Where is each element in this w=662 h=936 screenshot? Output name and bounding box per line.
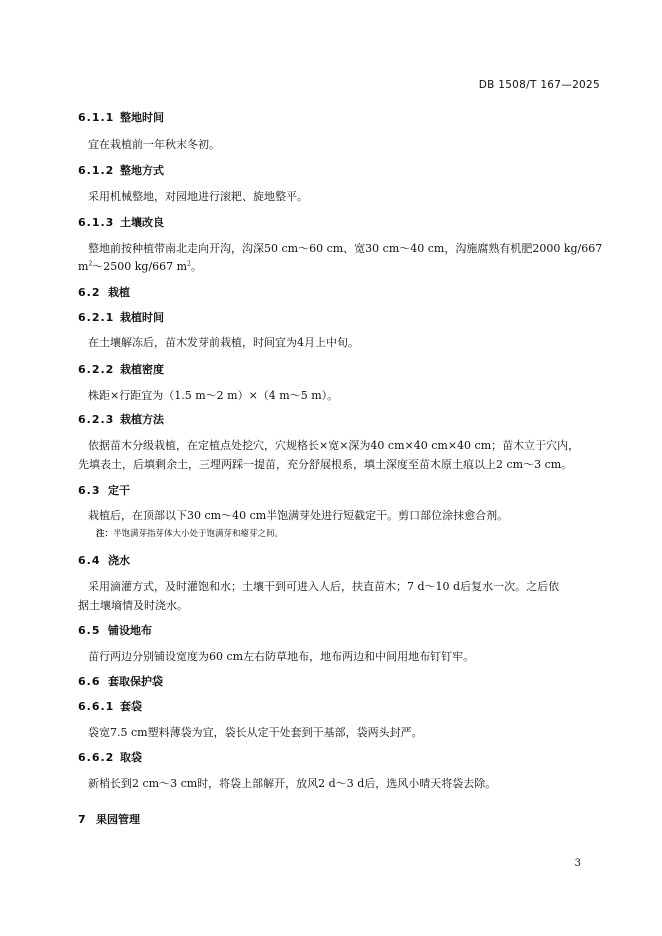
- paragraph-line: 据土壤墒情及时浇水。: [78, 599, 188, 612]
- heading-7: [78, 811, 140, 827]
- paragraph: 宜在栽植前一年秋末冬初。: [88, 138, 220, 151]
- section-number: 6.6.2: [78, 751, 115, 764]
- heading-6-2-3: [78, 411, 164, 427]
- section-title: 整地方式: [120, 164, 164, 177]
- section-title: 栽植密度: [120, 363, 164, 376]
- section-number: 6.4: [78, 554, 101, 567]
- superscript: 2: [187, 260, 191, 268]
- section-title: 套袋: [120, 700, 142, 713]
- paragraph: 采用机械整地，对园地进行滚耙、旋地整平。: [88, 190, 308, 203]
- note-text: 半饱满芽指芽体大小处于饱满芽和瘪芽之间。: [113, 529, 284, 539]
- paragraph: 新梢长到2 cm～3 cm时，将袋上部解开，放风2 d～3 d后，选风小晴天将袋去除。: [88, 777, 497, 790]
- text: 。: [190, 260, 202, 273]
- superscript: 2: [88, 260, 93, 268]
- section-number: 6.6: [78, 675, 101, 688]
- section-title: 铺设地布: [108, 624, 152, 637]
- section-title: 浇水: [108, 554, 130, 567]
- section-title: 土壤改良: [120, 216, 164, 229]
- section-number: 6.1.1: [78, 111, 115, 124]
- paragraph: 袋宽7.5 cm塑料薄袋为宜，袋长从定干处套到干基部，袋两头封严。: [88, 726, 423, 739]
- paragraph-line: 采用滴灌方式，及时灌饱和水；土壤干到可进入人后，扶直苗木；7 d～10 d后复水一次。之后依: [88, 580, 560, 593]
- section-number: 7: [78, 813, 87, 826]
- paragraph: 栽植后，在顶部以下30 cm～40 cm半饱满芽处进行短截定干。剪口部位涂抹愈合剂。: [88, 509, 509, 522]
- section-title: 栽植: [108, 286, 130, 299]
- section-title: 定干: [108, 484, 130, 497]
- heading-6-3: [78, 482, 130, 498]
- paragraph-line: 整地前按种植带南北走向开沟，沟深50 cm～60 cm、宽30 cm～40 cm，沟施腐熟有机肥2000 kg/667: [88, 242, 603, 255]
- note: [96, 527, 283, 539]
- document-id: DB 1508/T 167—2025: [478, 79, 600, 91]
- heading-6-4: [78, 552, 130, 568]
- section-number: 6.2.2: [78, 363, 115, 376]
- section-number: 6.2.3: [78, 413, 115, 426]
- section-number: 6.2: [78, 286, 101, 299]
- heading-6-2-1: [78, 309, 164, 325]
- section-title: 果园管理: [96, 813, 140, 826]
- section-number: 6.1.2: [78, 164, 115, 177]
- section-title: 栽植方法: [120, 413, 164, 426]
- page-number: 3: [574, 858, 581, 869]
- paragraph-line: 先填表土，后填剩余土，三埋两踩一提苗，充分舒展根系，填土深度至苗木原土痕以上2 cm～3 cm。: [78, 458, 573, 471]
- section-number: 6.2.1: [78, 311, 115, 324]
- section-title: 套取保护袋: [108, 675, 163, 688]
- heading-6-6-2: [78, 749, 142, 765]
- paragraph: 株距×行距宜为（1.5 m～2 m）×（4 m～5 m）。: [88, 389, 339, 402]
- section-number: 6.5: [78, 624, 101, 637]
- section-number: 6.6.1: [78, 700, 115, 713]
- heading-6-1-3: [78, 214, 164, 230]
- section-number: 6.3: [78, 484, 101, 497]
- paragraph-line: [78, 258, 202, 274]
- note-label: 注：: [96, 529, 114, 539]
- section-number: 6.1.3: [78, 216, 115, 229]
- paragraph: 在土壤解冻后，苗木发芽前栽植，时间宜为4月上中旬。: [88, 336, 359, 349]
- section-title: 栽植时间: [120, 311, 164, 324]
- heading-6-1-1: [78, 109, 164, 125]
- section-title: 整地时间: [120, 111, 164, 124]
- heading-6-2: [78, 284, 130, 300]
- paragraph: 苗行两边分别铺设宽度为60 cm左右防草地布，地布两边和中间用地布钉钉牢。: [88, 650, 475, 663]
- text: m: [78, 260, 89, 273]
- text: ～2500 kg/667 m: [92, 260, 188, 273]
- section-title: 取袋: [120, 751, 142, 764]
- heading-6-6: [78, 673, 163, 689]
- heading-6-5: [78, 622, 152, 638]
- paragraph-line: 依据苗木分级栽植，在定植点处挖穴，穴规格长×宽×深为40 cm×40 cm×40 cm；苗木立于穴内，: [88, 439, 580, 452]
- heading-6-1-2: [78, 162, 164, 178]
- heading-6-2-2: [78, 361, 164, 377]
- heading-6-6-1: [78, 698, 142, 714]
